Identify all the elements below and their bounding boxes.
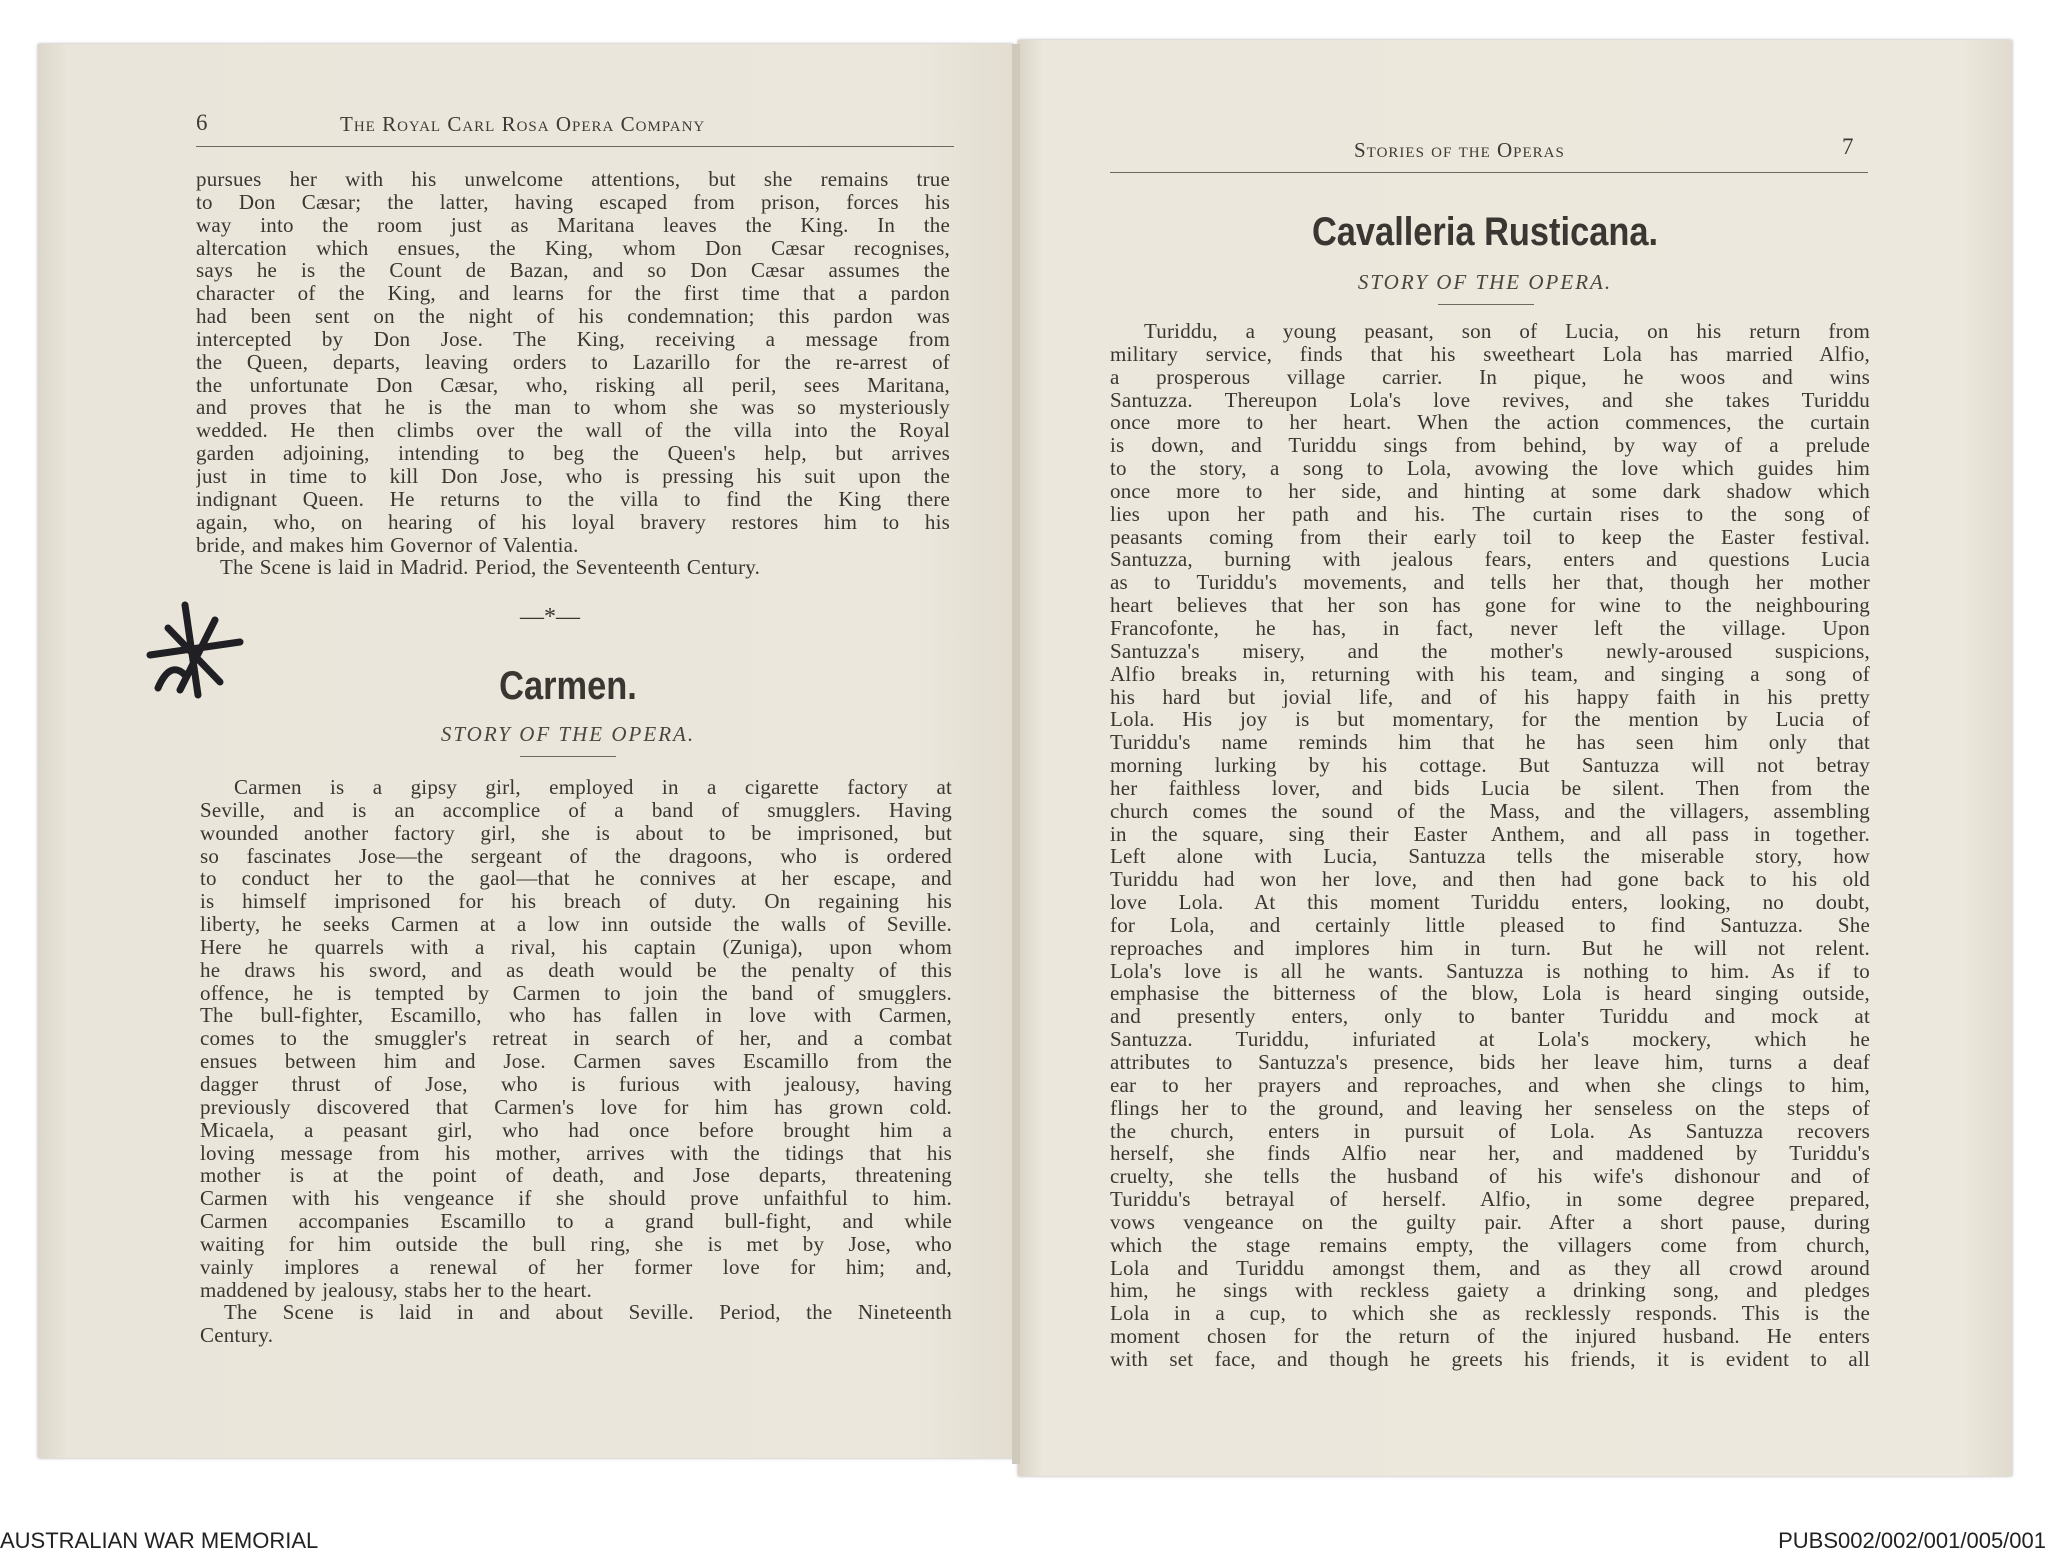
text-line: as to Turiddu's movements, and tells her that, though her mother — [1110, 571, 1870, 595]
cavalleria-subtitle: STORY OF THE OPERA. — [1357, 270, 1613, 294]
text-line: character of the King, and learns for the first time that a pardon — [196, 282, 950, 306]
text-line: is down, and Turiddu sings from behind, by way of a prelude — [1110, 434, 1870, 458]
text-line: Santuzza. Turiddu, infuriated at Lola's mockery, which he — [1110, 1028, 1870, 1051]
text-line: and presently enters, only to banter Turiddu and mock at — [1110, 1005, 1870, 1029]
text-line: pursues her with his unwelcome attentions, but she remains true — [196, 168, 950, 191]
text-line: just in time to kill Don Jose, who is pressing his suit upon the — [196, 464, 950, 488]
text-line: way into the room just as Maritana leaves the King. In the — [196, 213, 950, 237]
cavalleria-story-text — [1110, 320, 1870, 1371]
text-line: the church, enters in pursuit of Lola. As Santuzza recovers — [1110, 1119, 1870, 1143]
text-line: Santuzza's misery, and the mother's newly-aroused suspicions, — [1110, 639, 1870, 663]
text-line: mother is at the point of death, and Jose departs, threatening — [200, 1164, 952, 1188]
text-line: Lola and Turiddu amongst them, and as they all crowd around — [1110, 1256, 1870, 1280]
text-line: indignant Queen. He returns to the villa to find the King there — [196, 487, 950, 511]
text-line: so fascinates Jose—the sergeant of the dragoons, who is ordered — [200, 844, 952, 868]
text-line: love Lola. At this moment Turiddu enters, looking, no doubt, — [1110, 891, 1870, 914]
text-line: intercepted by Don Jose. The King, receiving a message from — [196, 327, 950, 351]
text-line: cruelty, she tells the husband of his wife's dishonour and of — [1110, 1165, 1870, 1189]
page-number-left: 6 — [196, 110, 208, 135]
text-line: wounded another factory girl, she is about to be imprisoned, but — [200, 821, 952, 845]
text-line: comes to the smuggler's retreat in search of her, and a combat — [200, 1027, 952, 1051]
text-line: altercation which ensues, the King, whom Don Cæsar recognises, — [196, 236, 950, 260]
text-line: church comes the sound of the Mass, and the villagers, assembling — [1110, 799, 1870, 823]
text-line: Turiddu's name reminds him that he has seen him only that — [1110, 731, 1870, 755]
text-line: he draws his sword, and as death would be the penalty of this — [200, 958, 952, 982]
text-line: Micaela, a peasant girl, who had once before brought him a — [200, 1118, 952, 1142]
text-line: maddened by jealousy, stabs her to the heart. — [200, 1278, 592, 1302]
carmen-scene-line: The Scene is laid in and about Seville. Period, the Nineteenth — [224, 1301, 952, 1325]
text-line: Santuzza. Thereupon Lola's love revives, and she takes Turiddu — [1110, 388, 1870, 412]
text-line: Santuzza, burning with jealous fears, enters and questions Lucia — [1110, 548, 1870, 572]
text-line: Turiddu had won her love, and then had gone back to his old — [1110, 868, 1870, 892]
book-gutter — [1012, 44, 1020, 1464]
running-head-left: The Royal Carl Rosa Opera Company — [340, 112, 706, 136]
footer-institution: AUSTRALIAN WAR MEMORIAL — [0, 1528, 319, 1553]
text-line: Left alone with Lucia, Santuzza tells the miserable story, how — [1110, 845, 1870, 869]
text-line: Turiddu's betrayal of herself. Alfio, in some degree prepared, — [1110, 1188, 1870, 1211]
text-line: flings her to the ground, and leaving her senseless on the steps of — [1110, 1096, 1870, 1120]
text-line: Francofonte, he has, in fact, never left the village. Upon — [1110, 616, 1870, 640]
text-line: previously discovered that Carmen's love for him has grown cold. — [200, 1095, 952, 1119]
header-rule-left — [196, 146, 954, 147]
text-line: heart believes that her son has gone for wine to the neighbouring — [1110, 594, 1870, 617]
carmen-subtitle: STORY OF THE OPERA. — [440, 722, 696, 746]
carmen-story-text — [200, 776, 952, 1347]
text-line: bride, and makes him Governor of Valentia. — [196, 533, 579, 557]
text-line: him, he sings with reckless gaiety a drinking song, and pledges — [1110, 1279, 1870, 1303]
text-line: ensues between him and Jose. Carmen saves Escamillo from the — [200, 1050, 952, 1073]
text-line: reproaches and implores him in turn. But he will not relent. — [1110, 936, 1870, 960]
text-line: Carmen with his vengeance if she should prove unfaithful to him. — [200, 1187, 952, 1211]
text-line: garden adjoining, intending to beg the Queen's help, but arrives — [196, 442, 950, 465]
text-line: says he is the Count de Bazan, and so Don Cæsar assumes the — [196, 259, 950, 283]
text-line: Lola's love is all he wants. Santuzza is nothing to him. As if to — [1110, 959, 1870, 983]
running-head-right: Stories of the Operas — [1354, 138, 1565, 162]
text-line: vainly implores a renewal of her former love for him; and, — [200, 1255, 952, 1279]
text-line: emphasise the bitterness of the blow, Lola is heard singing outside, — [1110, 982, 1870, 1006]
header-rule-right — [1110, 172, 1868, 173]
text-line: had been sent on the night of his condemnation; this pardon was — [196, 305, 950, 328]
text-line: military service, finds that his sweetheart Lola has married Alfio, — [1110, 342, 1870, 366]
maritana-continued-text — [196, 168, 950, 579]
text-line: to Don Cæsar; the latter, having escaped from prison, forces his — [196, 190, 950, 214]
text-line: with set face, and though he greets his friends, it is evident to all — [1110, 1347, 1870, 1371]
text-line: a prosperous village carrier. In pique, he woos and wins — [1110, 365, 1870, 389]
cavalleria-title: Cavalleria Rusticana. — [1311, 210, 1659, 254]
text-line: moment chosen for the return of the injured husband. He enters — [1110, 1325, 1870, 1348]
text-line: Lola. His joy is but momentary, for the mention by Lucia of — [1110, 708, 1870, 732]
text-line: his hard but jovial life, and of his happy faith in his pretty — [1110, 685, 1870, 709]
text-line: Carmen accompanies Escamillo to a grand bull-fight, and while — [200, 1210, 952, 1233]
text-line: waiting for him outside the bull ring, she is met by Jose, who — [200, 1232, 952, 1256]
text-line: once more to her side, and hinting at some dark shadow which — [1110, 479, 1870, 503]
text-line: again, who, on hearing of his loyal bravery restores him to his — [196, 510, 950, 534]
page-number-right: 7 — [1842, 134, 1854, 159]
text-line: in the square, sing their Easter Anthem, and all pass in together. — [1110, 822, 1870, 846]
text-line: Seville, and is an accomplice of a band of smugglers. Having — [200, 798, 952, 822]
text-line: Lola in a cup, to which she as recklessly responds. This is the — [1110, 1302, 1870, 1326]
maritana-scene-line: The Scene is laid in Madrid. Period, the Seventeenth Century. — [220, 556, 761, 580]
text-line: offence, he is tempted by Carmen to join the band of smugglers. — [200, 981, 952, 1005]
text-line: the unfortunate Don Cæsar, who, risking all peril, sees Maritana, — [196, 373, 950, 397]
text-line: is himself imprisoned for his breach of duty. On regaining his — [200, 890, 952, 914]
text-line: lies upon her path and his. The curtain rises to the song of — [1110, 502, 1870, 526]
section-separator: —*— — [520, 604, 580, 630]
carmen-scene-line: Century. — [200, 1324, 274, 1348]
footer-reference: PUBS002/002/001/005/001 — [1778, 1528, 2046, 1553]
text-line: and proves that he is the man to whom she was so mysteriously — [196, 396, 950, 420]
text-line: the Queen, departs, leaving orders to Lazarillo for the re-arrest of — [196, 350, 950, 374]
carmen-title: Carmen. — [499, 664, 637, 708]
text-line: dagger thrust of Jose, who is furious with jealousy, having — [200, 1072, 952, 1096]
text-line: ear to her prayers and reproaches, and when she clings to him, — [1110, 1073, 1870, 1097]
text-line: liberty, he seeks Carmen at a low inn outside the walls of Seville. — [200, 913, 952, 936]
text-line: attributes to Santuzza's presence, bids her leave him, turns a deaf — [1110, 1051, 1870, 1074]
text-line: Carmen is a gipsy girl, employed in a cigarette factory at — [234, 776, 952, 799]
text-line: peasants coming from their early toil to keep the Easter festival. — [1110, 525, 1870, 549]
text-line: once more to her heart. When the action commences, the curtain — [1110, 411, 1870, 435]
carmen-subtitle-rule — [520, 756, 616, 757]
text-line: Alfio breaks in, returning with his team, and singing a song of — [1110, 662, 1870, 686]
text-line: The bull-fighter, Escamillo, who has fallen in love with Carmen, — [200, 1004, 952, 1028]
text-line: morning lurking by his cottage. But Santuzza will not betray — [1110, 754, 1870, 777]
text-line: wedded. He then climbs over the wall of the villa into the Royal — [196, 419, 950, 443]
text-line: Here he quarrels with a rival, his captain (Zuniga), upon whom — [200, 935, 952, 959]
text-line: vows vengeance on the guilty pair. After a short pause, during — [1110, 1210, 1870, 1234]
handwritten-ink-mark-icon — [140, 600, 245, 705]
text-line: for Lola, and certainly little pleased to find Santuzza. She — [1110, 913, 1870, 937]
text-line: loving message from his mother, arrives with the tidings that his — [200, 1141, 952, 1165]
text-line: herself, she finds Alfio near her, and maddened by Turiddu's — [1110, 1142, 1870, 1166]
text-line: Turiddu, a young peasant, son of Lucia, on his return from — [1144, 320, 1870, 343]
cavalleria-subtitle-rule — [1438, 304, 1534, 305]
text-line: her faithless lover, and bids Lucia be silent. Then from the — [1110, 776, 1870, 800]
text-line: which the stage remains empty, the villagers come from church, — [1110, 1233, 1870, 1257]
text-line: to conduct her to the gaol—that he connives at her escape, and — [200, 867, 952, 891]
text-line: to the story, a song to Lola, avowing the love which guides him — [1110, 457, 1870, 480]
